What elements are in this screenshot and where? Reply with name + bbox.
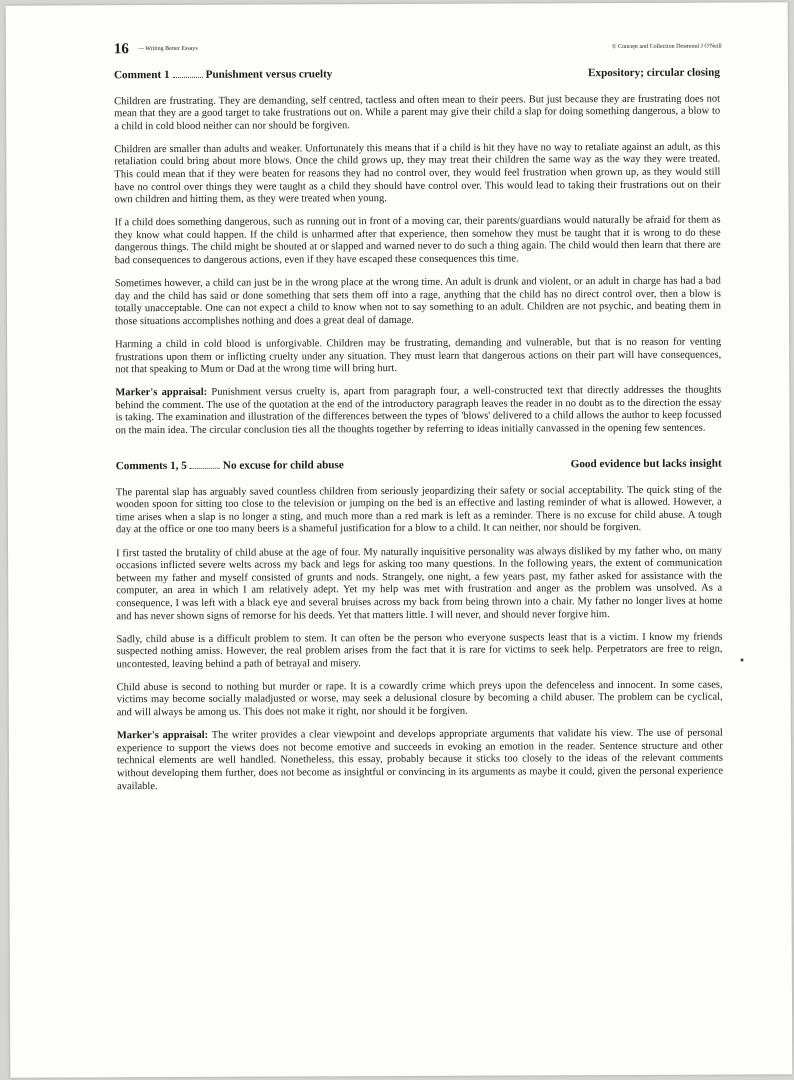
essay-heading-left (114, 68, 332, 81)
essay-paragraph: The parental slap has arguably saved countless children from seriously jeopardizing their safety or social acceptability. The quick sting of the wooden spoon for sitting too close to the television or jumping on the bed is an effective and lasting reminder of what is allowed. However, a time arises when a slap is no longer a sting, and much more than a red mark is left as a reminder. There is no excuse for child abuse. A tough day at the office or one too many beers is a shameful justification for a blow to a child. It can neither, nor should be forgiven. (115, 484, 722, 536)
comment-reference: Comments 1, 5 (115, 460, 187, 473)
appraisal-label: Marker's appraisal: (115, 387, 208, 399)
essay-heading-left (116, 459, 344, 472)
page-number: 16 (113, 41, 129, 58)
essay-type: Expository; circular closing (587, 66, 720, 80)
blank-line (190, 460, 220, 469)
document-page (6, 2, 793, 1077)
essay-title: No excuse for child abuse (222, 459, 344, 472)
essay-title: Punishment versus cruelty (205, 68, 333, 81)
marker-appraisal (117, 728, 723, 794)
page-header (114, 39, 722, 62)
essay-paragraph: I first tasted the brutality of child abuse at the age of four. My naturally inquisitive personality was always disliked by my father who, on many occasions inflicted severe welts across my back and legs for asking too many questions. In the following years, the extent of communication between my father and myself consisted of grunts and nods. Strangely, one night, a few years past, my father asked for assistance with the computer, an area in which I am relatively adept. Yet my help was met with frustration and anger as the problem was unsolved. As a consequence, I was left with a black eye and several bruises across my back from being thrown into a chair. My father no longer lives at home and has never shown signs of remorse for his deeds. Yet that matters little. I will never, and should never forgive him. (116, 545, 723, 622)
appraisal-label: Marker's appraisal: (116, 729, 209, 742)
running-title: — Writing Better Essays (137, 45, 198, 53)
essay-type: Good evidence but lacks insight (570, 457, 722, 471)
essay-paragraph: If a child does something dangerous, such as running out in front of a moving car, their parents/guardians would naturally be afraid for them as they know what could happen. If the child is unharmed after that experience, then somehow they must be taught that it is wrong to do these dangerous things. The child might be shouted at or slapped and warned never to do such a thing again. The child would then learn that there are bad consequences to dangerous actions, even if they have escaped these consequences this time. (114, 214, 721, 267)
essay-paragraph: Sometimes however, a child can just be in the wrong place at the wrong time. An adult is drunk and violent, or an adult in charge has had a bad day and the child has said or done something that sets them off into a rage, anything that the child has no direct control over, then a blow is totally unacceptable. One can not expect a child to know when not to say something to an adult. Children are not psychic, and beating them in those situations accomplishes nothing and does a great deal of damage. (114, 275, 722, 328)
essay-paragraph: Child abuse is second to nothing but murder or rape. It is a cowardly crime which preys upon the defenceless and innocent. In some cases, victims may become socially maladjusted or worse, may seek a delusional closure by becoming a child abuser. The problem can be cyclical, and will always be among us. This does not make it right, nor should it be forgiven. (116, 679, 723, 719)
copyright-notice: © Concept and Collection Desmond J O'Neill (611, 43, 722, 51)
essay-heading (114, 67, 720, 86)
essay-paragraph: Children are frustrating. They are demanding, self centred, tactless and often mean to their peers. But just because they are frustrating does not mean that they are a good target to take frustrations out on. While a parent may give their child a slap for doing something dangerous, a blow to a child in cold blood neither can nor should be forgiven. (114, 93, 721, 132)
page-content (114, 67, 723, 794)
marker-appraisal (115, 385, 721, 438)
blank-line (173, 69, 203, 78)
essay-paragraph: Sadly, child abuse is a difficult problem to stem. It can often be the person who everyone suspects least that is a victim. I know my friends suspected nothing amiss. However, the real problem arises from the fact that it is rare for victims to seek help. Perpetrators are free to reign, uncontested, leaving behind a path of betrayal and misery. (116, 631, 723, 671)
appraisal-text: Punishment versus cruelty is, apart from paragraph four, a well-constructed text that directly addresses the thoughts behind the comment. The use of the quotation at the end of the introductory paragraph leaves the reader in no doubt as to the direction the essay is taking. The examination and illustration of the differences between the types of 'blows' delivered to a child allows the author to keep focussed on the main idea. The circular conclusion ties all the thoughts together by referring to ideas initially canvassed in the opening few sentences. (115, 384, 722, 437)
comment-reference: Comment 1 (113, 68, 170, 82)
essay-heading (116, 458, 722, 477)
essay-paragraph: Harming a child in cold blood is unforgivable. Children may be frustrating, demanding and vulnerable, but that is no reason for venting frustrations upon them or inflicting cruelty under any situation. They must learn that dangerous actions on their part will have consequences, not that speaking to Mum or Dad at the wrong time will bring hurt. (115, 336, 722, 376)
essay-paragraph: Children are smaller than adults and weaker. Unfortunately this means that if a child is hit they have no way to retaliate against an adult, as this retaliation could bring about more blows. Once the child grows up, they may treat their children the same way as the way they were treated. This could mean that if they were beaten for reasons they had no control over, they would feel frustration when grown up, as they would still have no control over things they were taught as a child they should have control over. This would lead to taking their frustrations out on their own children and hitting them, as they were treated when young. (114, 141, 721, 206)
appraisal-text: The writer provides a clear viewpoint and develops appropriate arguments that validate his view. The use of personal experience to support the views does not become emotive and succeeds in evoking an emotion in the reader. Sentence structure and other technical elements are well handled. Nonetheless, this essay, probably because it sticks too closely to the ideas of the relevant comments without developing them further, does not become as insightful or convincing in its arguments as maybe it could, given the personal experience available. (116, 727, 724, 792)
stray-mark (741, 658, 744, 661)
